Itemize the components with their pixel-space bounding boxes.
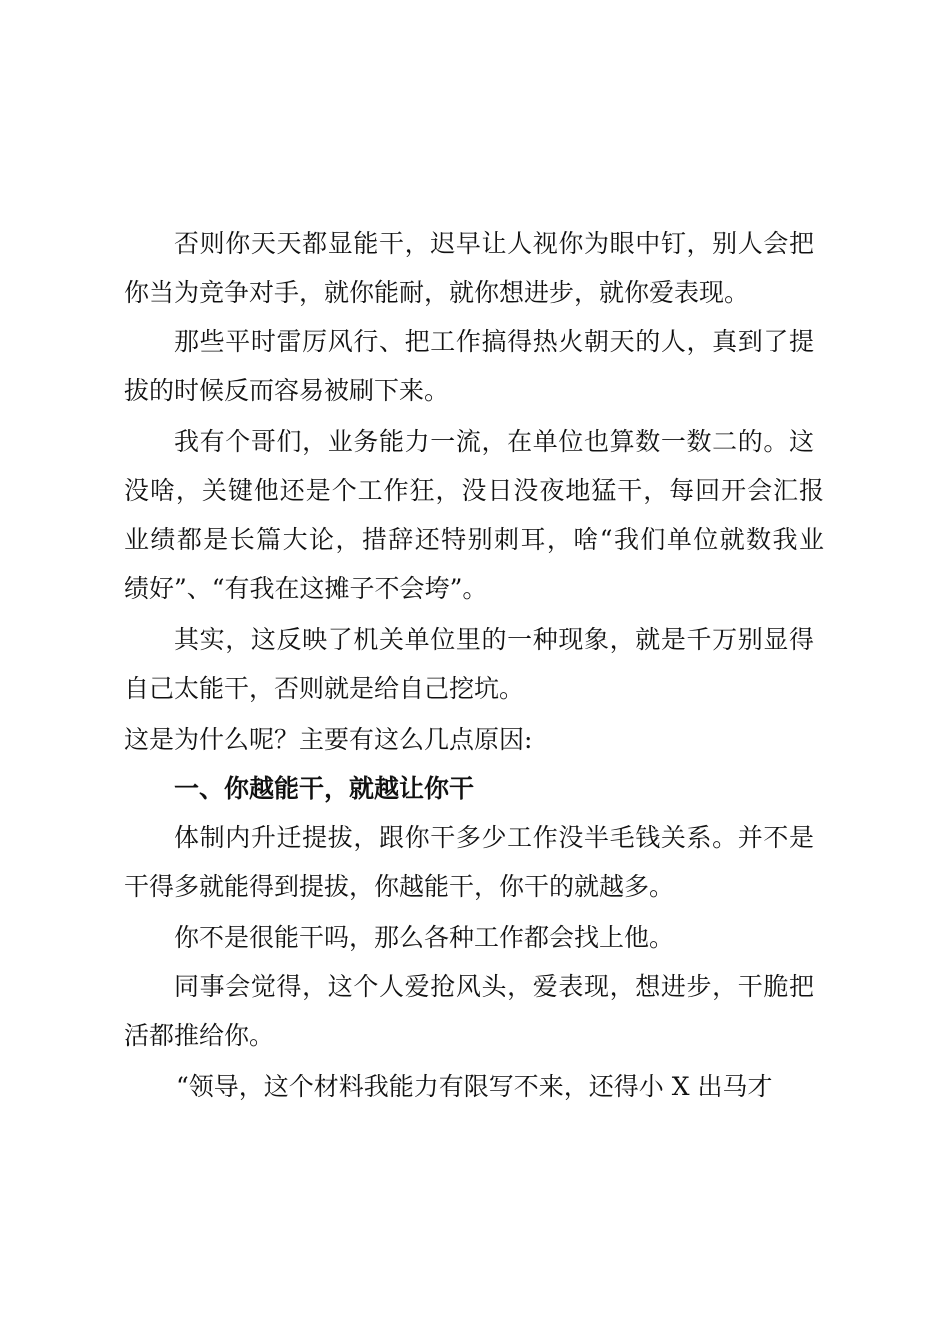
- paragraph-2-line-1: 那些平时雷厉风行、把工作搞得热火朝天的人，真到了提: [174, 327, 814, 356]
- paragraph-3-line-4: 绩好”、“有我在这摊子不会垮”。: [124, 574, 488, 603]
- paragraph-4-line-2: 自己太能干，否则就是给自己挖坑。: [124, 674, 525, 703]
- paragraph-2-line-2: 拔的时候反而容易被刷下来。: [124, 376, 450, 405]
- paragraph-3-line-3: 业绩都是长篇大论，措辞还特别刺耳，啥“我们单位就数我业: [124, 525, 824, 554]
- paragraph-8-line-2: 活都推给你。: [124, 1021, 275, 1050]
- paragraph-6-line-1: 体制内升迁提拔，跟你干多少工作没半毛钱关系。并不是: [174, 823, 814, 852]
- paragraph-4-line-1: 其实，这反映了机关单位里的一种现象，就是千万别显得: [174, 625, 814, 654]
- section-heading-1: 一、你越能干，就越让你干: [174, 774, 475, 803]
- paragraph-1-line-1: 否则你天天都显能干，迟早让人视你为眼中钉，别人会把: [174, 229, 814, 258]
- paragraph-6-line-2: 干得多就能得到提拔，你越能干，你干的就越多。: [124, 872, 675, 901]
- paragraph-7: 你不是很能干吗，那么各种工作都会找上他。: [174, 923, 675, 952]
- paragraph-1-line-2: 你当为竞争对手，就你能耐，就你想进步，就你爱表现。: [124, 278, 750, 307]
- paragraph-3-line-1: 我有个哥们，业务能力一流，在单位也算数一数二的。这: [174, 427, 814, 456]
- paragraph-8-line-1: 同事会觉得，这个人爱抢风头，爱表现，想进步，干脆把: [174, 972, 814, 1001]
- paragraph-3-line-2: 没啥，关键他还是个工作狂，没日没夜地猛干，每回开会汇报: [124, 476, 824, 505]
- paragraph-9-line-1: “领导，这个材料我能力有限写不来，还得小 X 出马才: [176, 1072, 773, 1101]
- paragraph-5: 这是为什么呢？主要有这么几点原因:: [124, 725, 533, 754]
